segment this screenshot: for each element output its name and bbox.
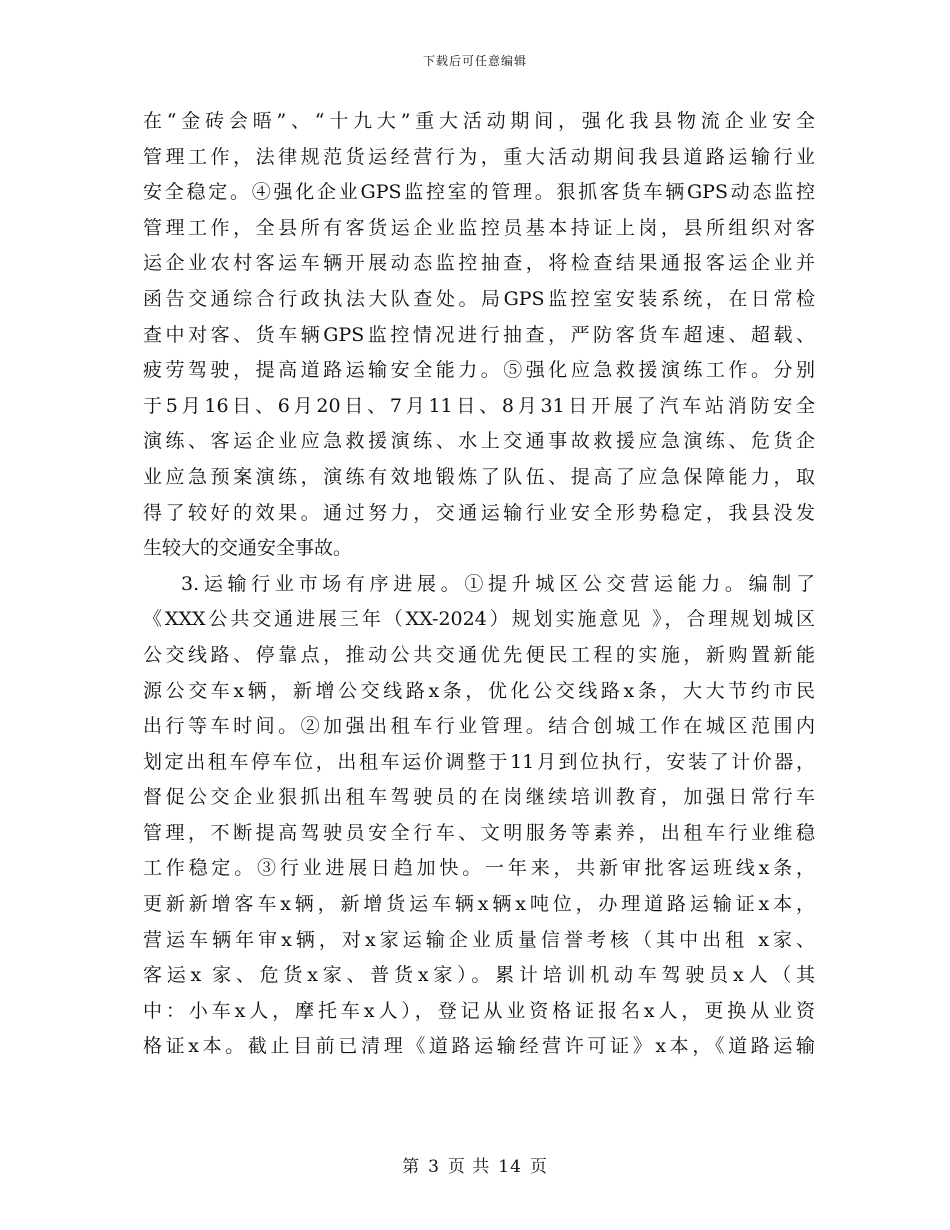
footer-suffix: 页 — [529, 1157, 548, 1177]
text-line: 督促公交企业狠抓出租车驾驶员的在岗继续培训教育，加强日常行车 — [143, 786, 815, 809]
text-line: 得了较好的效果。通过努力，交通运输行业安全形势稳定，我县没发 — [143, 501, 815, 524]
text-line: 于5月16日、6月20日、7月11日、8月31日开展了汽车站消防安全 — [143, 394, 815, 417]
text-line: 公交线路、停靠点，推动公共交通优先便民工程的实施，新购置新能 — [143, 643, 815, 666]
text-line: 安全稳定。④强化企业GPS监控室的管理。狠抓客货车辆GPS动态监控 — [143, 181, 815, 204]
page-header: 下载后可任意编辑 — [422, 54, 527, 68]
text-line: 《XXX公共交通进展三年（XX-2024）规划实施意见 》，合理规划城区 — [143, 608, 815, 631]
page-footer — [0, 1152, 950, 1177]
text-line: 演练、客运企业应急救援演练、水上交通事故救援应急演练、危货企 — [143, 430, 815, 453]
text-line: 生较大的交通安全事故。 — [143, 537, 353, 560]
text-line: 中：小车x人，摩托车x人），登记从业资格证报名x人，更换从业资 — [143, 999, 815, 1022]
text-line: 工作稳定。③行业进展日趋加快。一年来，共新审批客运班线x条， — [143, 857, 815, 880]
text-line: 客运x 家、危货x家、普货x家）。累计培训机动车驾驶员x人（其 — [143, 964, 815, 987]
text-line: 格证x本。截止目前已清理《道路运输经营许可证》x本，《道路运输 — [143, 1035, 815, 1058]
footer-middle: 页 共 — [447, 1157, 491, 1177]
total-pages: 14 — [498, 1157, 522, 1177]
text-line: 函告交通综合行政执法大队查处。局GPS监控室安装系统，在日常检 — [143, 287, 815, 310]
text-line: 出行等车时间。②加强出租车行业管理。结合创城工作在城区范围内 — [143, 715, 815, 738]
document-body — [143, 104, 815, 1065]
text-line: 查中对客、货车辆GPS监控情况进行抽查，严防客货车超速、超载、 — [143, 323, 815, 346]
text-line: 运企业农村客运车辆开展动态监控抽查，将检查结果通报客运企业并 — [143, 252, 815, 275]
text-line: 管理工作，法律规范货运经营行为，重大活动期间我县道路运输行业 — [143, 145, 815, 168]
text-line: 管理，不断提高驾驶员安全行车、文明服务等素养，出租车行业维稳 — [143, 821, 815, 844]
text-line: 管理工作，全县所有客货运企业监控员基本持证上岗，县所组织对客 — [143, 216, 815, 239]
page-number: 3 — [428, 1157, 440, 1177]
text-line: 在“金砖会晤”、“十九大”重大活动期间，强化我县物流企业安全 — [143, 110, 815, 132]
text-line: 疲劳驾驶，提高道路运输安全能力。⑤强化应急救援演练工作。分别 — [143, 359, 815, 382]
text-line: 更新新增客车x辆，新增货运车辆x辆x吨位，办理道路运输证x本， — [143, 893, 815, 916]
text-line: 营运车辆年审x辆，对x家运输企业质量信誉考核（其中出租 x家、 — [143, 928, 815, 951]
paragraph-1 — [143, 104, 815, 567]
text-line: 业应急预案演练，演练有效地锻炼了队伍、提高了应急保障能力，取 — [143, 465, 815, 488]
text-line: 源公交车x辆，新增公交线路x条，优化公交线路x条，大大节约市民 — [143, 679, 815, 702]
text-line: 划定出租车停车位，出租车运价调整于11月到位执行，安装了计价器， — [143, 750, 815, 773]
paragraph-2 — [143, 567, 815, 1065]
text-line: 3.运输行业市场有序进展。①提升城区公交营运能力。编制了 — [181, 572, 815, 595]
footer-prefix: 第 — [402, 1157, 421, 1177]
